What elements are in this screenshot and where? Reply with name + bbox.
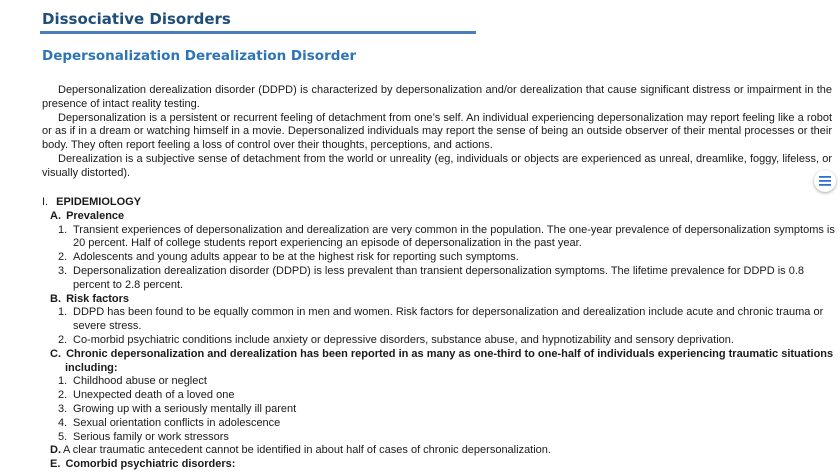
subsection-d-text: D. A clear traumatic antecedent cannot be identified in about half of cases of chronic depersonalization. [50, 444, 551, 457]
chapter-title: Dissociative Disorders [42, 10, 231, 28]
section-heading [42, 196, 838, 210]
list-icon [819, 176, 831, 186]
intro-text [42, 84, 832, 181]
risk-factors-list [42, 306, 838, 347]
list-item: 1. DDPD has been found to be equally common in men and women. Risk factors for depersonalization and derealization include acute and chronic trauma or severe stress. [58, 306, 824, 333]
intro-paragraph: Depersonalization is a persistent or recurrent feeling of detachment from one’s self. An individual experiencing depersonalization may report feeling like a robot or as if in a dream or watching himself in a movie. Depersonalized individuals may report the sense of being an outside observer of their mental processes or their body. They often report feeling a loss of control over their thoughts, perceptions, and actions. [42, 111, 832, 152]
table-of-contents-button[interactable] [814, 170, 836, 192]
intro-paragraph: Derealization is a subjective sense of detachment from the world or unreality (eg, individuals or objects are experienced as unreal, dreamlike, foggy, lifeless, or visually distorted). [42, 152, 832, 179]
list-item: 4. Sexual orientation conflicts in adolescence [58, 416, 281, 429]
chapter-divider [40, 31, 476, 34]
list-item: 1. Childhood abuse or neglect [58, 375, 207, 388]
intro-paragraph: Depersonalization derealization disorder (DDPD) is characterized by depersonalization and/or derealization that cause significant distress or impairment in the presence of intact reality testing. [42, 84, 832, 110]
trauma-list [42, 375, 838, 444]
prevalence-list [42, 224, 838, 293]
section-numeral: I. [42, 196, 49, 208]
list-item: 2. Co-morbid psychiatric conditions include anxiety or depressive disorders, substance abuse, and hypnotizability and sensory deprivation. [58, 333, 734, 346]
epidemiology-outline [42, 196, 838, 472]
list-item: 1. Transient experiences of depersonalization and derealization are very common in the population. The one-year prevalence of depersonalization symptoms is 20 percent. Half of college students report experiencing an episode of depersonalization in the past year. [58, 223, 835, 250]
section-label: EPIDEMIOLOGY [56, 196, 142, 208]
list-item: 3. Depersonalization derealization disorder (DDPD) is less prevalent than transient depersonalization symptoms. The lifetime prevalence for DDPD is 0.8 percent to 2.8 percent. [58, 264, 805, 291]
subsection-heading-chronic: C. Chronic depersonalization and derealization has been reported in as many as one-third to one-half of individuals experiencing traumatic situations including: [50, 347, 834, 374]
subsection-heading-comorbid: E. Comorbid psychiatric disorders: [50, 458, 236, 471]
list-item: 2. Unexpected death of a loved one [58, 389, 235, 402]
subsection-heading-risk-factors: B. Risk factors [50, 292, 130, 305]
section-title: Depersonalization Derealization Disorder [42, 48, 357, 64]
subsection-heading-prevalence: A. Prevalence [50, 209, 125, 222]
list-item: 5. Serious family or work stressors [58, 430, 229, 443]
list-item: 2. Adolescents and young adults appear to be at the highest risk for reporting such symptoms. [58, 251, 519, 264]
list-item: 3. Growing up with a seriously mentally ill parent [58, 402, 297, 415]
